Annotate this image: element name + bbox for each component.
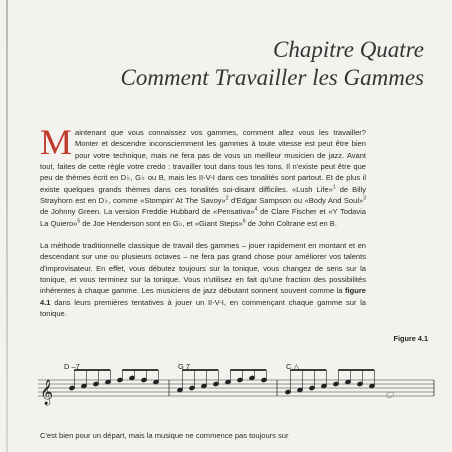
staff-notation [34, 362, 438, 412]
chapter-number: Chapitre Quatre [273, 37, 424, 62]
paragraph-1-text: aintenant que vous connaissez vos gammes, comment allez vous les travailler? Monter et descendre inconsciemment les gammes à toute vitesse est peut être bien pour votre technique, mais ne fera pas de vous un meilleur musicien de jazz. Avant tout, faites de cette règle votre credo : travailler tout dans tous les tons. Il n'existe peut être que peu de thèmes écrit en D♭, G♭ ou B, mais les II-V-I dans ces tonalités sont partout. Et de plus il existe quelques grands thèmes dans ces tonalités soi-disant difficiles. «Lush Life»$^1$ de Billy Strayhorn est en D♭, comme «Stompin' At The Savoy»$^2$ d'Edgar Sampson ou «Body And Soul»$^3$ de Johnny Green. La version Freddie Hubbard de «Pensativa»$^4$ de Clare Fischer et «Y Todavia La Quiero»$^5$ de Joe Henderson sont en G♭, et «Giant Steps»$^6$ de John Coltrane est en B. [40, 128, 366, 228]
chapter-name: Comment Travailler les Gammes [120, 65, 424, 90]
figure-caption: Figure 4.1 [393, 334, 428, 343]
chord-symbol-1: D –7 [64, 362, 80, 371]
continued-text: C'est bien pour un départ, mais la musique ne commence pas toujours sur [40, 431, 289, 440]
music-staff-figure [34, 362, 438, 412]
drop-cap: M [40, 122, 73, 162]
chord-symbol-3: C △ [286, 362, 300, 371]
paragraph-2-text: La méthode traditionnelle classique de travail des gammes – jouer rapidement en montant et en descendant sur une ou plusieurs octaves – ne fera pas grand chose pour améliorer vos talents d'improvisateur. En effet, vous débutez toujours sur la tonique, vous changez de sens sur la tonique, et vous terminez sur la tonique. Vous n'utilisez en fait qu'une fraction des possibilités inhérentes à chaque gamme. Les musiciens de jazz débutant sonnent souvent comme la figure 4.1 dans leurs premières tentatives à jouer un II-V-I, en commençant chaque gamme sur la tonique. [40, 241, 366, 319]
chapter-title [94, 36, 424, 92]
paragraph-2 [40, 240, 366, 319]
body-text [40, 122, 366, 331]
chord-symbol-2: G 7 [178, 362, 191, 371]
paragraph-1 [40, 122, 366, 229]
whole-note [386, 391, 395, 398]
eighth-note-runs [69, 370, 375, 395]
treble-clef-icon: 𝄞 [40, 380, 54, 405]
page-gutter-edge [6, 0, 8, 452]
